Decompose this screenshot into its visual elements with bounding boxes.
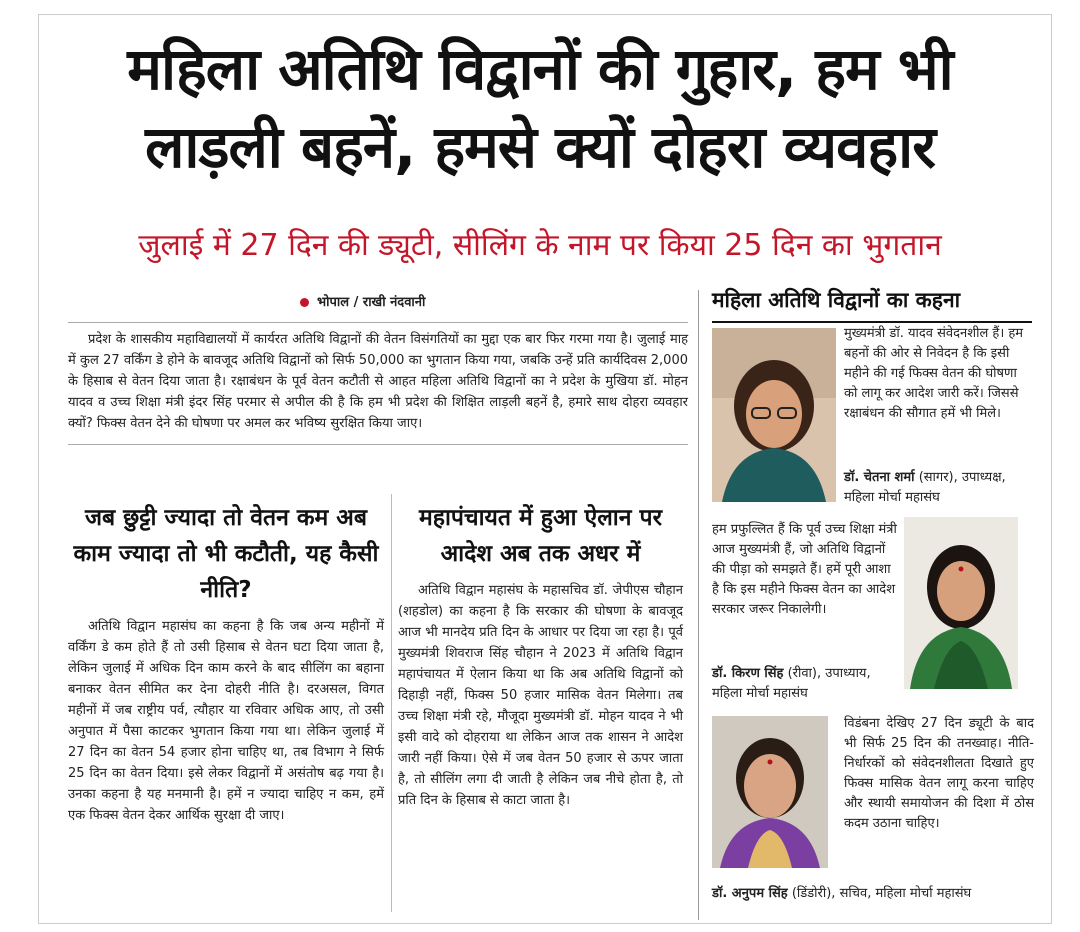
column-divider [698, 290, 699, 920]
quote-2-name: डॉ. किरण सिंह [712, 666, 784, 681]
portrait-photo-1 [712, 328, 836, 502]
subheadline: जुलाई में 27 दिन की ड्यूटी, सीलिंग के नाम पर किया 25 दिन का भुगतान [138, 228, 942, 263]
sidebar-title: महिला अतिथि विद्वानों का कहना [712, 285, 1032, 323]
quote-2-detail: (रीवा), उपाध्याय, महिला मोर्चा महासंघ [712, 666, 871, 701]
column-1-body: अतिथि विद्वान महासंघ का कहना है कि जब अन्य महीनों में वर्किंग डे कम होते हैं तो उसी हिसाब से वेतन घटा दिया जाता है, लेकिन जुलाई में अधिक दिन काम करने के बाद सीलिंग का बहाना बनाकर वेतन सीमित कर देना दोहरी नीति है। दरअसल, विगत महीनों में जब राष्ट्रीय पर्व, त्यौहार या रविवार अधिक आए, तो उसी अनुपात में पैसा काटकर भुगतान किया गया था। लेकिन जुलाई में 27 दिन का वेतन 54 हजार होना चाहिए था, तब विभाग ने सिर्फ 25 दिन का वेतन दिया। इसे लेकर विद्वानों में असंतोष बढ़ गया है। उनका कहना है यह मनमानी है। हमें न ज्यादा चाहिए न कम, हमें एक फिक्स वेतन देकर आर्थिक सुरक्षा दी जाए। [68, 619, 384, 823]
quote-3-name: डॉ. अनुपम सिंह [712, 886, 788, 901]
headline-line-1: महिला अतिथि विद्वानों की गुहार, हम भी [127, 35, 953, 103]
quote-2: हम प्रफुल्लित हैं कि पूर्व उच्च शिक्षा मंत्री आज मुख्यमंत्री हैं, जो अतिथि विद्वानों की पीड़ा को समझते हैं। हमें पूरी आशा है कि इस महीने फिक्स वेतन का आदेश सरकार जरूर निकालेगी। [712, 522, 897, 617]
quote-3-caption [712, 884, 1032, 904]
portrait-photo-2 [904, 517, 1018, 689]
column-2-heading: महापंचायत में हुआ ऐलान पर आदेश अब तक अधर में [418, 505, 662, 567]
quote-2-caption [712, 664, 902, 704]
headline [40, 30, 1040, 186]
portrait-photo-3 [712, 716, 828, 868]
quote-3-detail: (डिंडोरी), सचिव, महिला मोर्चा महासंघ [791, 886, 972, 901]
quote-1-name: डॉ. चेतना शर्मा [844, 470, 915, 485]
column-1-heading: जब छुट्टी ज्यादा तो वेतन कम अब काम ज्यादा तो भी कटौती, यह कैसी नीति? [73, 505, 379, 603]
quote-1: मुख्यमंत्री डॉ. यादव संवेदनशील हैं। हम बहनों की ओर से निवेदन है कि इसी महीने की गई फिक्स वेतन की घोषणा को लागू कर आदेश जारी करें। जिससे रक्षाबंधन की सौगात हमें भी मिले। [844, 326, 1024, 421]
quote-1-caption [844, 468, 1034, 508]
intro-text: प्रदेश के शासकीय महाविद्यालयों में कार्यरत अतिथि विद्वानों की वेतन विसंगतियों का मुद्दा एक बार फिर गरमा गया है। जुलाई माह में कुल 27 वर्किंग डे होने के बावजूद अतिथि विद्वानों को सिर्फ 50,000 का भुगतान किया गया, जबकि उन्हें प्रति कार्यदिवस 2,000 के हिसाब से वेतन दिया जाता है। रक्षाबंधन के पूर्व वेतन कटौती से आहत महिला अतिथि विद्वानों का ने प्रदेश के मुखिया डॉ. मोहन यादव व उच्च शिक्षा मंत्री इंदर सिंह परमार से अपील की है कि हम भी प्रदेश की शिक्षित लाड़ली बहनें है, हमारे साथ दोहरा व्यवहार क्यों? फिक्स वेतन देने की घोषणा पर अमल कर भविष्य सुरक्षित किया जाए। [68, 332, 688, 431]
article-column-1 [68, 494, 384, 826]
headline-line-2: लाड़ली बहनें, हमसे क्यों दोहरा व्यवहार [145, 113, 935, 181]
column-2-body: अतिथि विद्वान महासंघ के महासचिव डॉ. जेपीएस चौहान (शहडोल) का कहना है कि सरकार की घोषणा के बावजूद आज भी मानदेय प्रति दिन के आधार पर दिया जा रहा है। पूर्व मुख्यमंत्री शिवराज सिंह चौहान ने 2023 में अतिथि विद्वान महापंचायत में ऐलान किया था कि अब अतिथि विद्वानों को दिहाड़ी नहीं, फिक्स 50 हजार मासिक वेतन मिलेगा। तब उच्च शिक्षा मंत्री रहे, मौजूदा मुख्यमंत्री डॉ. मोहन यादव ने भी इसी वादे को दोहराया था लेकिन आज तक शासन ने आदेश जारी नहीं किया। ऐसे में जब वेतन 50 हजार से ऊपर जाता है, तो सीलिंग लगा दी जाती है लेकिन जब नीचे होता है, तो प्रति दिन के हिसाब से काटा जाता है। [398, 583, 683, 808]
byline-text: भोपाल / राखी नंदवानी [317, 295, 426, 310]
article-column-2 [398, 494, 683, 811]
quote-3: विडंबना देखिए 27 दिन ड्यूटी के बाद भी सिर्फ 25 दिन की तनख्वाह। नीति-निर्धारकों को संवेदनशीलता दिखाते हुए फिक्स मासिक वेतन लागू करना चाहिए और स्थायी समायोजन की दिशा में ठोस कदम उठाना चाहिए। [844, 716, 1034, 831]
inner-column-divider [391, 494, 392, 912]
byline [300, 292, 425, 310]
quote-1-detail: (सागर), उपाध्यक्ष, महिला मोर्चा महासंघ [844, 470, 1006, 505]
bullet-icon [300, 298, 309, 307]
intro-paragraph [68, 322, 688, 445]
